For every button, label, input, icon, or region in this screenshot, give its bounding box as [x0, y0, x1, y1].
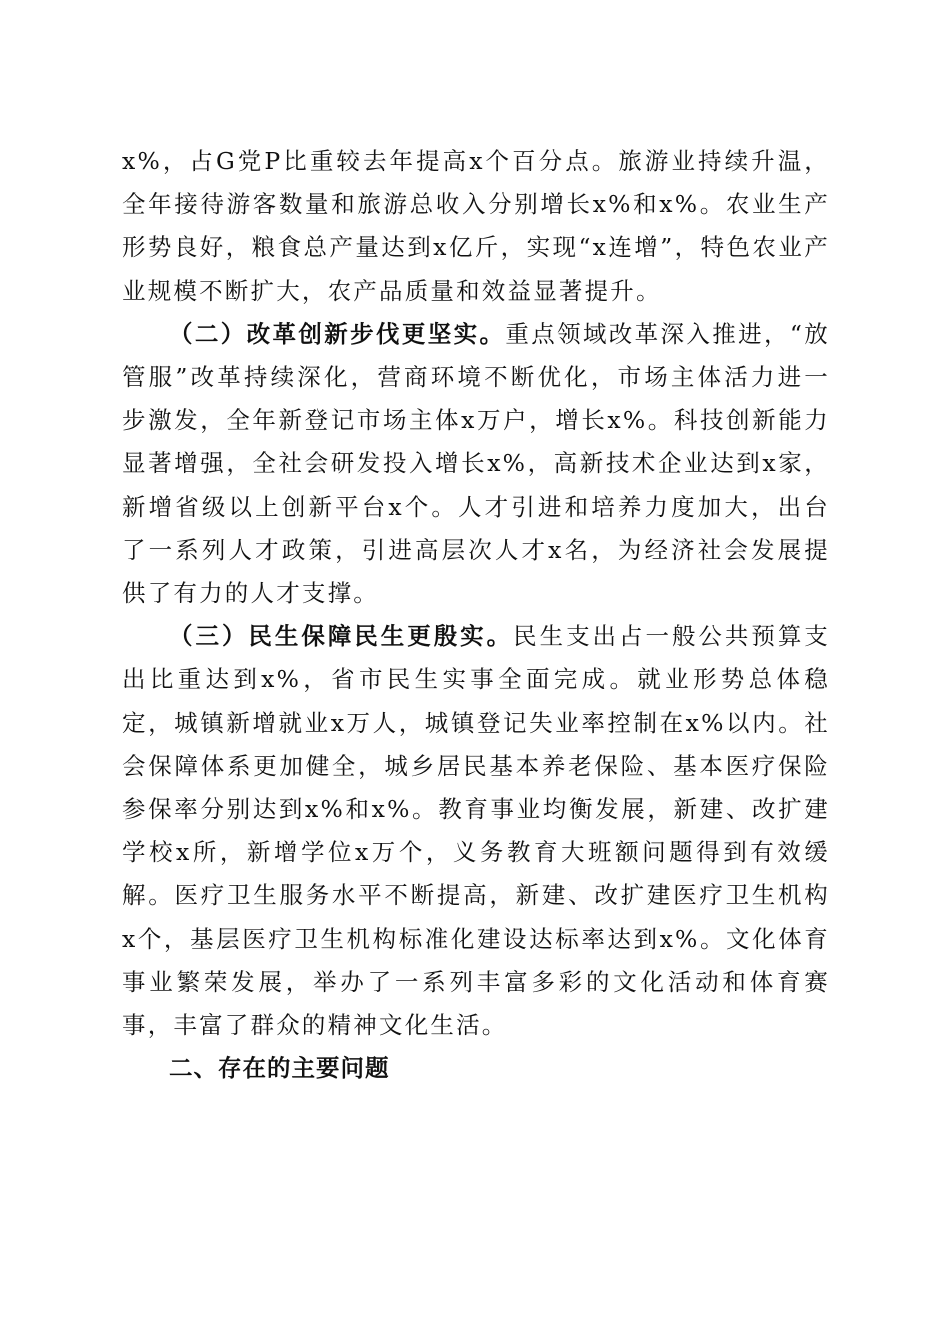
paragraph-text: x%，占G党P比重较去年提高x个百分点。旅游业持续升温，全年接待游客数量和旅游总收入分别增长x%和x%。农业生产形势良好，粮食总产量达到x亿斤，实现“x连增”，特色农业产业规模不断扩大，农产品质量和效益显著提升。 [122, 147, 830, 305]
paragraph-economy-continued [122, 140, 830, 313]
paragraph-text: 重点领域改革深入推进，“放管服”改革持续深化，营商环境不断优化，市场主体活力进一步激发，全年新登记市场主体x万户，增长x%。科技创新能力显著增强，全社会研发投入增长x%，高新技术企业达到x家，新增省级以上创新平台x个。人才引进和培养力度加大，出台了一系列人才政策，引进高层次人才x名，为经济社会发展提供了有力的人才支撑。 [122, 319, 830, 608]
section-heading: 二、存在的主要问题 [169, 1054, 390, 1083]
paragraph-livelihood [122, 615, 830, 1047]
paragraph-text: 民生支出占一般公共预算支出比重达到x%，省市民生实事全面完成。就业形势总体稳定，城镇新增就业x万人，城镇登记失业率控制在x%以内。社会保障体系更加健全，城乡居民基本养老保险、基本医疗保险参保率分别达到x%和x%。教育事业均衡发展，新建、改扩建学校x所，新增学位x万个，义务教育大班额问题得到有效缓解。医疗卫生服务水平不断提高，新建、改扩建医疗卫生机构x个，基层医疗卫生机构标准化建设达标率达到x%。文化体育事业繁荣发展，举办了一系列丰富多彩的文化活动和体育赛事，丰富了群众的精神文化生活。 [122, 622, 830, 1040]
paragraph-lead-reform: （二）改革创新步伐更坚实。 [169, 319, 506, 348]
document-body [122, 140, 830, 1090]
paragraph-reform-innovation [122, 313, 830, 615]
paragraph-lead-livelihood: （三）民生保障民生更殷实。 [169, 622, 514, 651]
